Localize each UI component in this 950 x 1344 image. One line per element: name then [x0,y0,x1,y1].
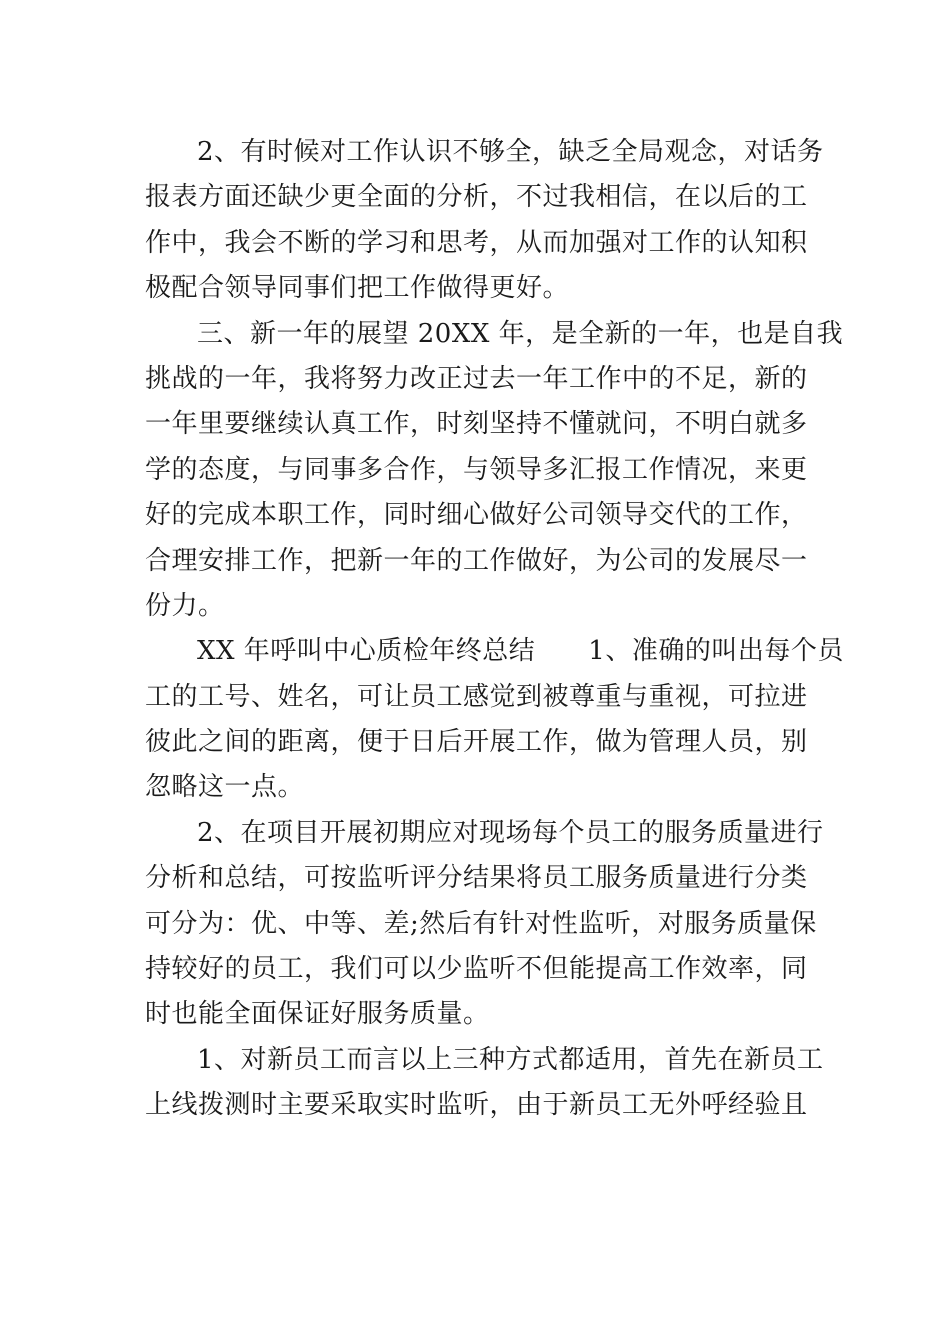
paragraph-2-line-4: 极配合领导同事们把工作做得更好。 [145,273,570,304]
paragraph-summary-line-4: 忽略这一点。 [145,772,305,803]
paragraph-newstaff-line-2: 上线拨测时主要采取实时监听，由于新员工无外呼经验且 [145,1090,808,1121]
paragraph-outlook-line-6: 合理安排工作，把新一年的工作做好，为公司的发展尽一 [145,545,808,576]
paragraph-outlook-line-2: 挑战的一年，我将努力改正过去一年工作中的不足，新的 [145,363,808,394]
paragraph-quality-line-3: 可分为：优、中等、差;然后有针对性监听，对服务质量保 [145,908,817,939]
paragraph-outlook-line-3: 一年里要继续认真工作，时刻坚持不懂就问，不明白就多 [145,409,808,440]
paragraph-newstaff-line-1: 1、对新员工而言以上三种方式都适用，首先在新员工 [197,1044,824,1075]
paragraph-2-line-1: 2、有时候对工作认识不够全，缺乏全局观念，对话务 [197,137,824,167]
paragraph-outlook-line-4: 学的态度，与同事多合作，与领导多汇报工作情况，来更 [145,454,808,485]
paragraph-summary-line-2: 工的工号、姓名，可让员工感觉到被尊重与重视，可拉进 [145,681,808,712]
paragraph-outlook-line-7: 份力。 [145,590,225,621]
paragraph-2-line-2: 报表方面还缺少更全面的分析，不过我相信，在以后的工 [145,182,808,213]
paragraph-quality-line-4: 持较好的员工，我们可以少监听不但能提高工作效率，同 [145,954,808,985]
paragraph-quality-line-5: 时也能全面保证好服务质量。 [145,999,490,1030]
document-body [145,130,844,1129]
paragraph-outlook-line-1: 三、新一年的展望 20XX 年，是全新的一年，也是自我 [197,318,844,349]
paragraph-summary-line-1: XX 年呼叫中心质检年终总结 1、准确的叫出每个员 [197,636,844,667]
paragraph-outlook-line-5: 好的完成本职工作，同时细心做好公司领导交代的工作， [145,500,808,531]
paragraph-summary-line-3: 彼此之间的距离，便于日后开展工作，做为管理人员，别 [145,727,808,758]
paragraph-2-line-3: 作中，我会不断的学习和思考，从而加强对工作的认知积 [145,227,808,258]
paragraph-quality-line-2: 分析和总结，可按监听评分结果将员工服务质量进行分类 [145,863,808,894]
paragraph-quality-line-1: 2、在项目开展初期应对现场每个员工的服务质量进行 [197,817,824,848]
